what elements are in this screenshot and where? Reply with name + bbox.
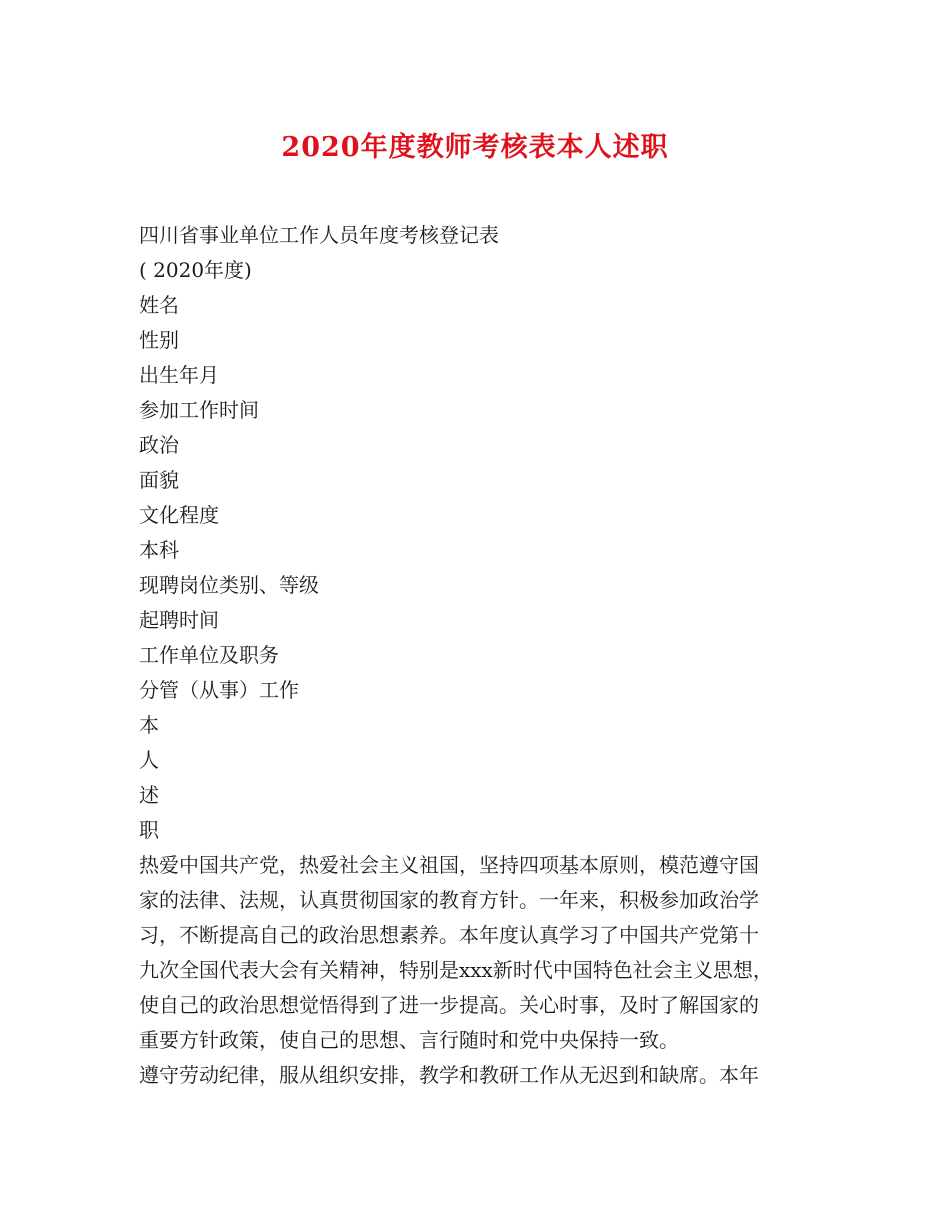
section-label-char: 本	[139, 713, 159, 737]
field-label-work-start: 参加工作时间	[139, 398, 259, 422]
paragraph-line: 家的法律、法规，认真贯彻国家的教育方针。一年来，积极参加政治学	[139, 888, 759, 912]
field-label-position: 现聘岗位类别、等级	[139, 573, 319, 597]
field-label-political: 政治	[139, 433, 179, 457]
field-label-hire-date: 起聘时间	[139, 608, 219, 632]
form-heading: 四川省事业单位工作人员年度考核登记表	[139, 223, 499, 247]
field-label-employer: 工作单位及职务	[139, 643, 279, 667]
form-year: ( 2020年度)	[139, 258, 252, 282]
field-label-education: 文化程度	[139, 503, 219, 527]
document-title: 2020年度教师考核表本人述职	[281, 132, 669, 163]
field-label-status: 面貌	[139, 468, 179, 492]
paragraph-line: 遵守劳动纪律，服从组织安排，教学和教研工作从无迟到和缺席。本年	[139, 1063, 759, 1087]
document-body	[139, 218, 817, 1093]
section-label-char: 职	[139, 818, 159, 842]
paragraph-line: 使自己的政治思想觉悟得到了进一步提高。关心时事，及时了解国家的	[139, 993, 759, 1017]
field-label-gender: 性别	[139, 328, 179, 352]
paragraph-line: 热爱中国共产党，热爱社会主义祖国，坚持四项基本原则，模范遵守国	[139, 853, 759, 877]
section-label-char: 述	[139, 783, 159, 807]
paragraph-line: 重要方针政策，使自己的思想、言行随时和党中央保持一致。	[139, 1028, 679, 1052]
field-label-duties: 分管（从事）工作	[139, 678, 299, 702]
paragraph-line: 习，不断提高自己的政治思想素养。本年度认真学习了中国共产党第十	[139, 923, 759, 947]
field-label-birth: 出生年月	[139, 363, 219, 387]
paragraph-line: 九次全国代表大会有关精神，特别是xxx新时代中国特色社会主义思想，	[139, 958, 773, 982]
field-value-education: 本科	[139, 538, 179, 562]
section-label-char: 人	[139, 748, 159, 772]
field-label-name: 姓名	[139, 293, 179, 317]
